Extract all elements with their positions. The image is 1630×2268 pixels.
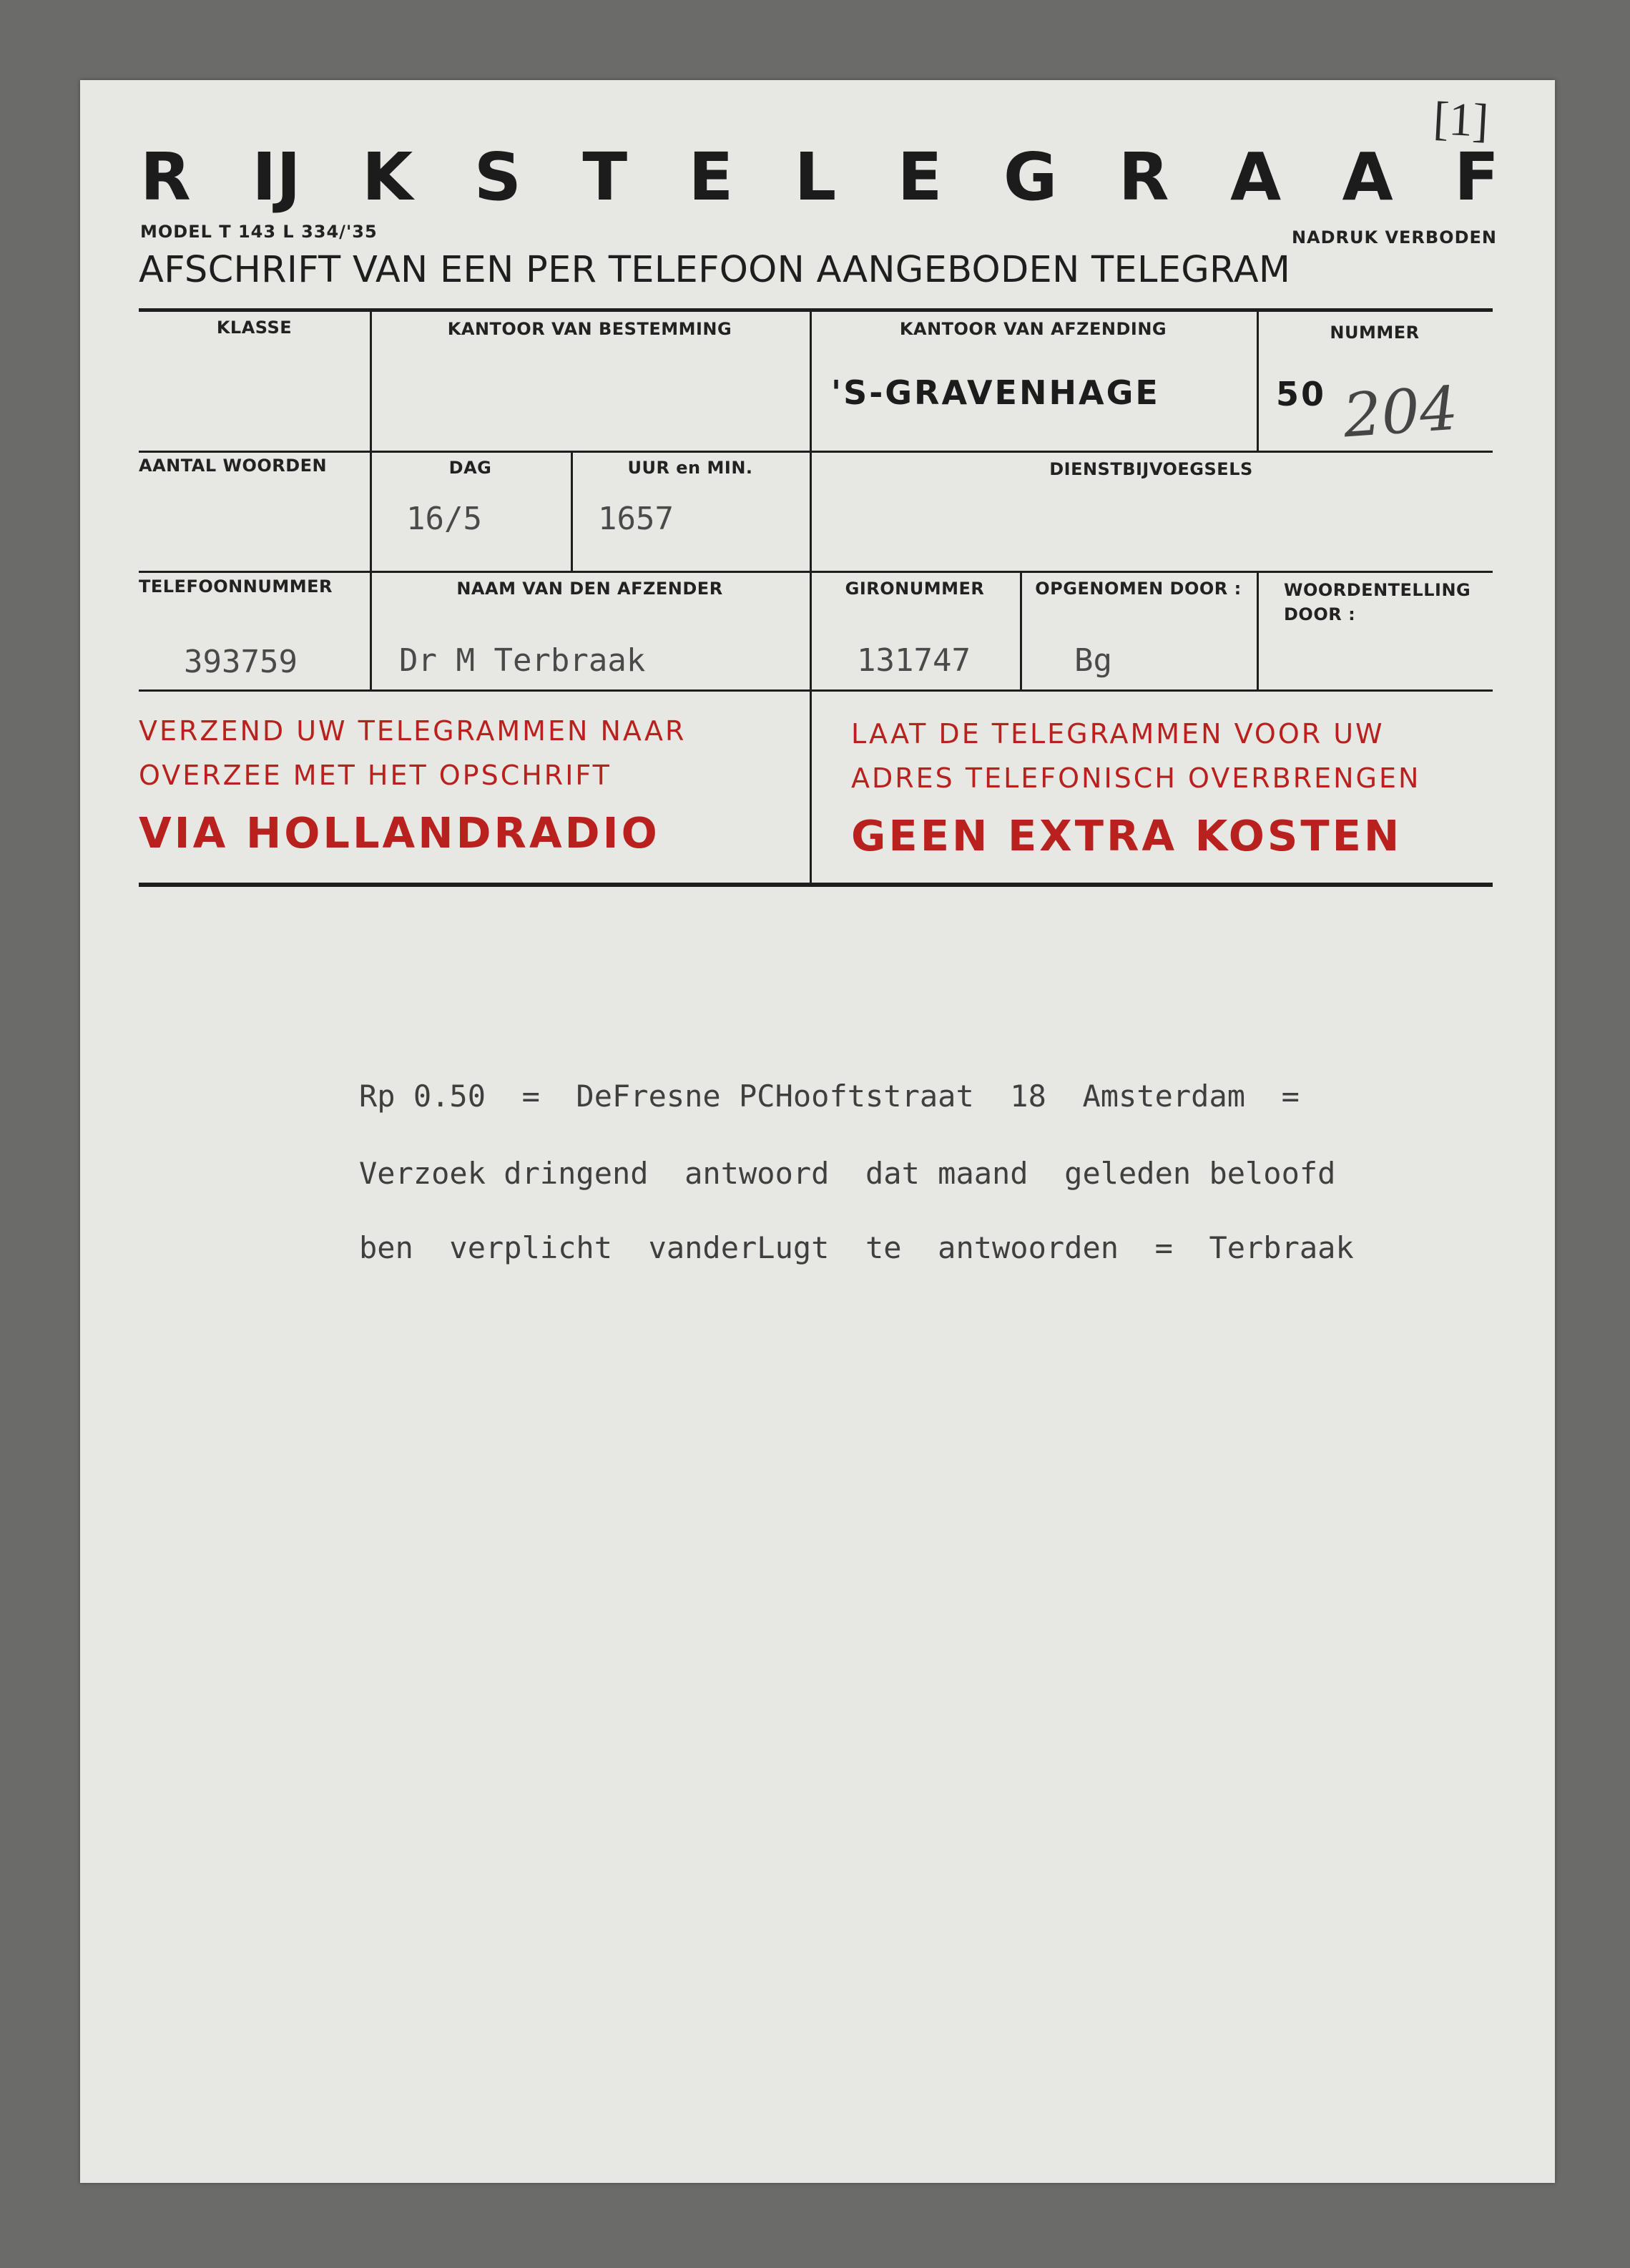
- ad-left-line-1: VERZEND UW TELEGRAMMEN NAAR: [139, 715, 687, 747]
- uur-value: 1657: [598, 501, 674, 537]
- label-klasse: KLASSE: [216, 318, 293, 338]
- heading-letter: E: [688, 139, 734, 215]
- col-divider: [1257, 572, 1259, 690]
- rule-top: [139, 308, 1493, 312]
- label-opgenomen-door: OPGENOMEN DOOR :: [1035, 579, 1242, 599]
- col-divider: [370, 310, 372, 689]
- label-woordentelling: WOORDENTELLING: [1284, 580, 1471, 600]
- label-dienstbijvoegsels: DIENSTBIJVOEGSELS: [1049, 459, 1253, 479]
- model-number: MODEL T 143 L 334/'35: [140, 222, 378, 242]
- rule-row1: [139, 451, 1493, 453]
- label-kantoor-bestemming: KANTOOR VAN BESTEMMING: [447, 319, 732, 339]
- rule-row3: [139, 689, 1493, 692]
- rule-bottom: [139, 883, 1493, 887]
- naam-afzender-value: Dr M Terbraak: [399, 642, 646, 679]
- kantoor-afzending-value: 'S-GRAVENHAGE: [831, 373, 1160, 412]
- ad-right-line-1: LAAT DE TELEGRAMMEN VOOR UW: [851, 718, 1385, 750]
- heading-letter: K: [362, 139, 413, 215]
- heading-letter: E: [897, 139, 943, 215]
- message-line: Verzoek dringend antwoord dat maand geleden beloofd: [359, 1156, 1336, 1191]
- heading-letter: IJ: [252, 139, 301, 215]
- telegram-heading: [140, 139, 1499, 215]
- ad-left-headline: VIA HOLLANDRADIO: [139, 808, 660, 858]
- nummer-handwritten: 204: [1340, 373, 1460, 451]
- dag-value: 16/5: [406, 501, 482, 537]
- ad-left-line-2: OVERZEE MET HET OPSCHRIFT: [139, 760, 612, 791]
- telegram-sheet: [80, 80, 1555, 2183]
- label-dag: DAG: [448, 458, 492, 478]
- form-subtitle: AFSCHRIFT VAN EEN PER TELEFOON AANGEBODEN TELEGRAM: [139, 249, 1291, 291]
- message-line: ben verplicht vanderLugt te antwoorden = Terbraak: [359, 1230, 1354, 1265]
- rule-row2: [139, 571, 1493, 573]
- archive-mark: [1]: [1432, 92, 1490, 147]
- telefoonnummer-value: 393759: [184, 644, 298, 680]
- nummer-printed: 50: [1276, 375, 1327, 413]
- heading-letter: T: [582, 139, 628, 215]
- label-nummer: NUMMER: [1330, 323, 1420, 343]
- heading-letter: R: [1118, 139, 1169, 215]
- label-telefoonnummer: TELEFOONNUMMER: [139, 576, 333, 597]
- message-line: Rp 0.50 = DeFresne PCHooftstraat 18 Amsterdam =: [359, 1079, 1300, 1114]
- heading-letter: F: [1454, 139, 1499, 215]
- heading-letter: L: [794, 139, 837, 215]
- heading-letter: S: [473, 139, 521, 215]
- ad-right-line-2: ADRES TELEFONISCH OVERBRENGEN: [851, 762, 1421, 794]
- opgenomen-door-value: Bg: [1074, 642, 1112, 679]
- label-woordentelling-door: DOOR :: [1284, 604, 1356, 624]
- gironummer-value: 131747: [857, 642, 971, 679]
- heading-letter: A: [1229, 139, 1282, 215]
- heading-letter: G: [1003, 139, 1058, 215]
- ad-right-headline: GEEN EXTRA KOSTEN: [851, 811, 1403, 860]
- nadruk-verboden: NADRUK VERBODEN: [1291, 227, 1497, 247]
- label-kantoor-afzending: KANTOOR VAN AFZENDING: [899, 319, 1167, 339]
- heading-letter: R: [140, 139, 191, 215]
- heading-letter: A: [1342, 139, 1393, 215]
- label-gironummer: GIRONUMMER: [845, 579, 985, 599]
- label-aantal-woorden: AANTAL WOORDEN: [139, 456, 328, 476]
- label-uur: UUR en MIN.: [627, 458, 753, 478]
- label-naam-afzender: NAAM VAN DEN AFZENDER: [456, 579, 723, 599]
